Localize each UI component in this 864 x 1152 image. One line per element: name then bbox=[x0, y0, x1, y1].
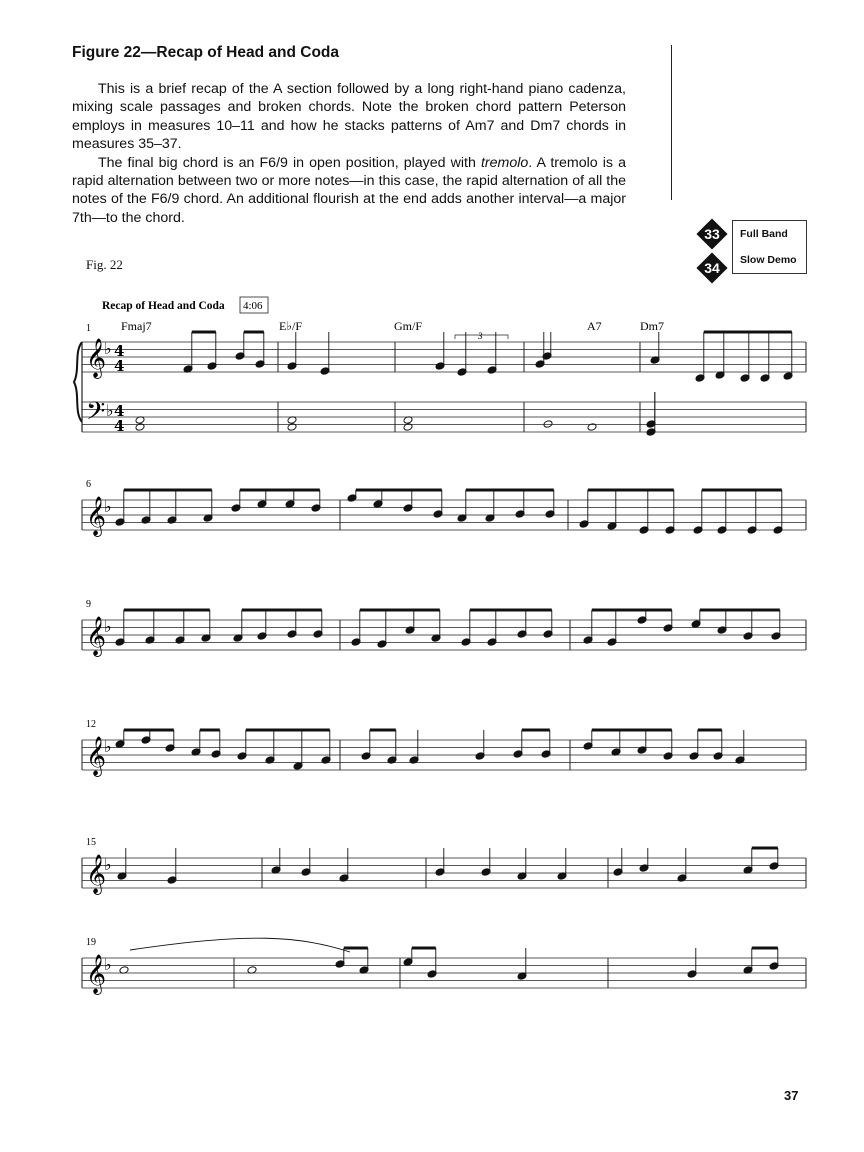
note-heads bbox=[115, 332, 793, 980]
measure-number: 9 bbox=[86, 599, 91, 610]
note-head bbox=[587, 423, 597, 432]
chord-symbol: Fmaj7 bbox=[121, 319, 152, 333]
section-title: Recap of Head and Coda bbox=[102, 300, 225, 312]
tie bbox=[130, 938, 350, 952]
measure-number: 15 bbox=[86, 837, 96, 848]
intro-p2-start: The final big chord is an F6/9 in open position, played with bbox=[98, 154, 481, 171]
intro-paragraph-1: This is a brief recap of the A section followed by a long right-hand piano cadenza, mixing scale passages and broken chords. Note the broken chord pattern Peterson employs in measures 10–11 and how he stacks patterns of Am7 and Dm7 chords in measures 35–37. bbox=[72, 81, 626, 153]
track-34-icon[interactable]: 34 bbox=[697, 253, 727, 283]
note-head bbox=[543, 420, 553, 429]
flat-key-signature: ♭ bbox=[104, 855, 112, 874]
note-head bbox=[403, 423, 413, 432]
treble-clef: 𝄞 bbox=[86, 954, 107, 994]
time-signature: 4 bbox=[114, 417, 125, 435]
clefs-and-signatures bbox=[86, 338, 124, 995]
flat-key-signature: ♭ bbox=[104, 737, 112, 756]
staff-lines bbox=[82, 342, 806, 988]
page-number: 37 bbox=[784, 1088, 799, 1103]
figure-heading: Figure 22—Recap of Head and Coda bbox=[72, 44, 339, 61]
triplet-mark: 3 bbox=[478, 331, 483, 341]
flat-key-signature: ♭ bbox=[104, 339, 112, 358]
treble-clef: 𝄞 bbox=[86, 496, 107, 536]
measure-number: 12 bbox=[86, 719, 96, 730]
treble-clef: 𝄞 bbox=[86, 854, 107, 894]
treble-clef: 𝄞 bbox=[86, 736, 107, 776]
time-signature: 4 bbox=[114, 357, 125, 375]
flat-key-signature: ♭ bbox=[106, 401, 114, 420]
note-head bbox=[135, 423, 145, 432]
chord-symbol: Dm7 bbox=[640, 319, 664, 333]
flat-key-signature: ♭ bbox=[104, 955, 112, 974]
track-33-icon[interactable]: 33 bbox=[697, 219, 727, 249]
intro-p2-end: . A tremolo is a rapid alternation between two or more notes—in this case, the rapid alternation of all the notes of the F6/9 chord. An additional flourish at the end adds another interval—a major 7th—to the chord. bbox=[72, 154, 626, 226]
measure-number: 6 bbox=[86, 479, 91, 490]
note-head bbox=[287, 423, 297, 432]
figure-label: Fig. 22 bbox=[86, 257, 123, 272]
measure-number: 1 bbox=[86, 323, 91, 334]
chord-symbol: Gm/F bbox=[394, 319, 423, 333]
flat-key-signature: ♭ bbox=[104, 497, 112, 516]
intro-p2-italic: tremolo bbox=[480, 154, 529, 171]
grand-staff-brace bbox=[74, 342, 82, 422]
treble-clef: 𝄞 bbox=[86, 616, 107, 656]
track-34-label: Slow Demo bbox=[740, 254, 797, 266]
time-signature: 4 bbox=[114, 342, 125, 360]
treble-clef: 𝄞 bbox=[86, 338, 107, 378]
track-33-label: Full Band bbox=[740, 228, 788, 240]
chord-symbol: E♭/F bbox=[279, 319, 302, 333]
chord-symbol: A7 bbox=[587, 319, 602, 333]
time-signature: 4 bbox=[114, 402, 125, 420]
measure-number: 19 bbox=[86, 937, 96, 948]
time-marker: 4:06 bbox=[243, 300, 263, 312]
bass-clef: 𝄢 bbox=[86, 397, 106, 432]
flat-key-signature: ♭ bbox=[104, 617, 112, 636]
